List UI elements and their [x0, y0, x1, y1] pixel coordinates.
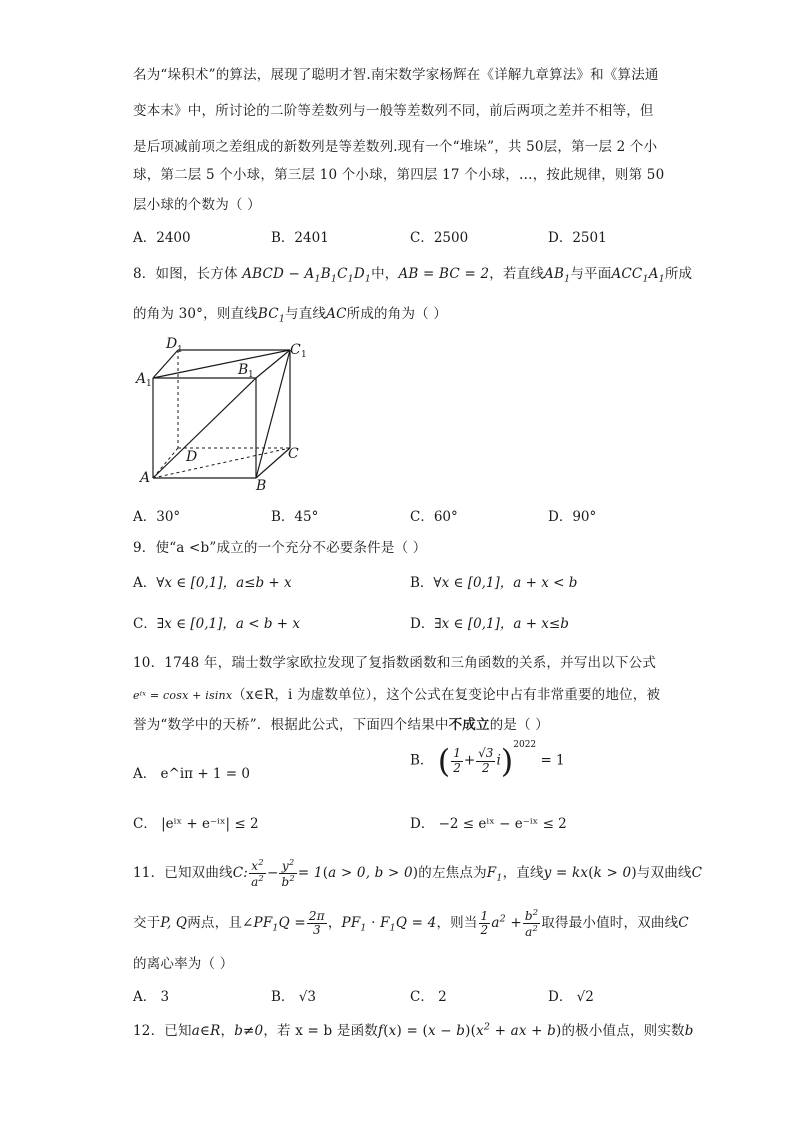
q7-option-d: D．2501: [548, 230, 607, 246]
q12-a-in-r: a∈R: [191, 1023, 221, 1039]
q9-option-d: [410, 612, 569, 632]
q9-c-quant: ∃x ∈ [0,1]: [156, 616, 223, 632]
q9-stem: 9．使“a <b”成立的一个充分不必要条件是（ ）: [133, 540, 427, 556]
q9-a-cond: ，a≤b + x: [222, 575, 292, 591]
q10-b-exponent: 2022: [513, 740, 537, 750]
q9-d-quant: ∃x ∈ [0,1]: [434, 616, 500, 632]
q8-text-e: 所成: [664, 266, 693, 282]
q9-option-a: [133, 571, 292, 591]
q11-line-1: [133, 858, 702, 889]
label-d1-sub: 1: [177, 345, 183, 355]
q11-option-d: D． √2: [548, 989, 594, 1005]
intro-line-3: 是后项减前项之差组成的新数列是等差数列.现有一个“堆垛”，共 50层，第一层 2 个小: [133, 139, 658, 155]
q8-text-g: 与直线: [285, 306, 327, 322]
label-a1: A: [136, 371, 147, 387]
q11-text-i: 取得最小值时，双曲线: [541, 915, 679, 932]
q11-text-d: 与双曲线: [636, 865, 692, 882]
q10-b-rest: = 1: [540, 752, 565, 769]
q12-line-1: [133, 1019, 694, 1039]
q10-line-3-a: 誉为“数学中的天桥”．根据此公式，下面四个结果中: [133, 717, 449, 733]
label-c1: C: [290, 342, 301, 358]
label-c: C: [288, 446, 299, 462]
label-c1-sub: 1: [301, 350, 307, 360]
q8-line-ac: AC: [326, 306, 347, 322]
q8-option-d: D．90°: [548, 509, 597, 525]
q11-text-h: ，则当: [436, 915, 478, 932]
q10-option-d: D． −2 ≤ eⁱˣ − e⁻ⁱˣ ≤ 2: [410, 816, 567, 832]
q11-text-g: ，: [327, 915, 342, 932]
label-a: A: [140, 470, 151, 486]
q10-b-frac-root3: $\frac{√3}{2}$: [478, 746, 494, 775]
q9-option-c: [133, 612, 300, 632]
q7-option-a: A．2400: [133, 230, 191, 246]
q11-option-a: A． 3: [133, 989, 170, 1005]
q9-b-quant: ∀x ∈ [0,1]: [433, 575, 500, 591]
q10-line-2: [133, 683, 660, 703]
q7-option-b: B．2401: [271, 230, 329, 246]
q11-c: C: [691, 865, 703, 882]
q10-line-2-text: （x∈R，i 为虚数单位），这个公式在复变论中占有非常重要的地位，被: [232, 687, 661, 703]
q8-text-f: 的角为 30°，则直线: [133, 306, 258, 322]
q11-option-c: C． 2: [410, 989, 447, 1005]
q9-b-label: B．: [410, 575, 434, 591]
q11-dot-product: $PF_1 \cdot F_1Q = 4$: [341, 915, 437, 934]
q8-text-b: 中，: [371, 266, 399, 282]
q10-b-rparen: ): [500, 742, 514, 780]
q12-b-ne-0: b≠0: [234, 1023, 264, 1039]
q8-line-ab1: $AB_1$: [544, 266, 571, 285]
q10-emphasis: 不成立: [448, 717, 490, 733]
q11-text-f: 两点，且: [187, 915, 243, 932]
q12-b: b: [684, 1023, 694, 1039]
intro-line-1: 名为“垛积术”的算法，展现了聪明才智.南宋数学家杨辉在《详解九章算法》和《算法通: [133, 67, 659, 83]
label-d: D: [186, 449, 198, 465]
label-b1-sub: 1: [248, 370, 254, 380]
q11-text-e: 交于: [133, 915, 161, 932]
q8-solid-name: ABCD − $A_1B_1C_1D_1$: [242, 266, 372, 285]
q10-line-3: [133, 713, 549, 733]
q10-b-frac-half: $\frac{1}{2}$: [453, 746, 461, 775]
q11-text-b: 的左焦点为: [418, 865, 487, 882]
q9-b-cond: ，a + x < b: [499, 575, 578, 591]
q7-option-c: C．2500: [410, 230, 469, 246]
q11-expression: $\frac{1}{2}$ $a^2$ + $\frac{b^2}{a^2}$: [480, 907, 539, 940]
intro-line-5: 层小球的个数为（ ）: [133, 197, 261, 213]
q9-option-b: [410, 571, 577, 591]
q11-text-c: ，直线: [502, 865, 544, 882]
q9-a-quant: ∀x ∈ [0,1]: [156, 575, 223, 591]
q11-hyperbola-eq: C: $\frac{x^2}{a^2}$ − $\frac{y^2}{b^2}$ = 1(a > 0, b > 0): [232, 857, 419, 890]
q12-text-b: ，: [220, 1023, 235, 1039]
q9-c-cond: ，a < b + x: [222, 616, 300, 632]
q11-line-2: [133, 908, 689, 939]
q8-condition: AB = BC = 2: [398, 266, 490, 282]
q8-option-c: C．60°: [410, 509, 458, 525]
q10-option-b: B． ( $\frac{1}{2}$ + $\frac{√3}{2}$ i)$^{2022}$ = 1: [410, 740, 565, 780]
q8-text-h: 所成的角为（ ）: [346, 306, 448, 322]
q11-line-eq: y = kx(k > 0): [543, 865, 637, 882]
q8-option-a: A．30°: [133, 509, 181, 525]
q9-a-label: A．: [133, 575, 157, 591]
q9-c-label: C．: [133, 616, 157, 632]
q9-d-label: D．: [410, 616, 435, 632]
q11-angle: $\angle PF_1Q$ = $\frac{2\pi}{3}$: [242, 909, 325, 938]
q8-stem-line-2: [133, 302, 447, 325]
q10-option-a: A． e^iπ + 1 = 0: [133, 766, 250, 782]
q10-line-1: 10．1748 年，瑞士数学家欧拉发现了复指数函数和三角函数的关系，并写出以下公式: [133, 655, 657, 671]
q11-option-b: B． √3: [271, 989, 316, 1005]
cuboid-figure: [128, 330, 318, 500]
q11-line-3: 的离心率为（ ）: [133, 956, 234, 972]
q8-text-a: 8．如图，长方体: [133, 266, 243, 282]
q11-focus: $F_1$: [486, 865, 503, 884]
q8-line-bc1: $BC_1$: [257, 306, 286, 325]
q12-text-c: ，若 x = b 是函数: [263, 1023, 378, 1039]
q12-function: $f(x) = (x - b)(x^2$ + ax + b): [378, 1021, 562, 1039]
q8-stem-line-1: [133, 262, 692, 285]
q12-text-d: 的极小值点，则实数: [561, 1023, 685, 1039]
q10-b-label: B．: [410, 752, 434, 769]
intro-line-2: 变本末》中，所讨论的二阶等差数列与一般等差数列不同，前后两项之差并不相等，但: [133, 103, 654, 119]
label-a1-sub: 1: [146, 379, 152, 389]
q8-plane: $ACC_1A_1$: [611, 266, 665, 285]
q8-option-b: B．45°: [271, 509, 319, 525]
q9-d-cond: ，a + x≤b: [499, 616, 569, 632]
q10-option-c: C． |eⁱˣ + e⁻ⁱˣ| ≤ 2: [133, 816, 259, 832]
q11-points: P, Q: [160, 915, 188, 932]
q10-b-lparen: (: [437, 742, 451, 780]
intro-line-4: 球，第二层 5 个小球，第三层 10 个小球，第四层 17 个小球，…，按此规律，则第 50: [133, 167, 665, 183]
q8-text-c: ，若直线: [489, 266, 545, 282]
label-b: B: [256, 478, 267, 494]
q10-line-3-b: 的是（ ）: [489, 717, 550, 733]
q10-euler-formula: eⁱˣ = cosx + isinx: [133, 689, 233, 702]
q11-text-a: 11．已知双曲线: [133, 865, 233, 882]
q8-text-d: 与平面: [570, 266, 612, 282]
q11-c2: C: [678, 915, 689, 932]
q12-text-a: 12．已知: [133, 1023, 192, 1039]
label-b1: B: [238, 362, 249, 378]
label-d1: D: [166, 336, 178, 352]
